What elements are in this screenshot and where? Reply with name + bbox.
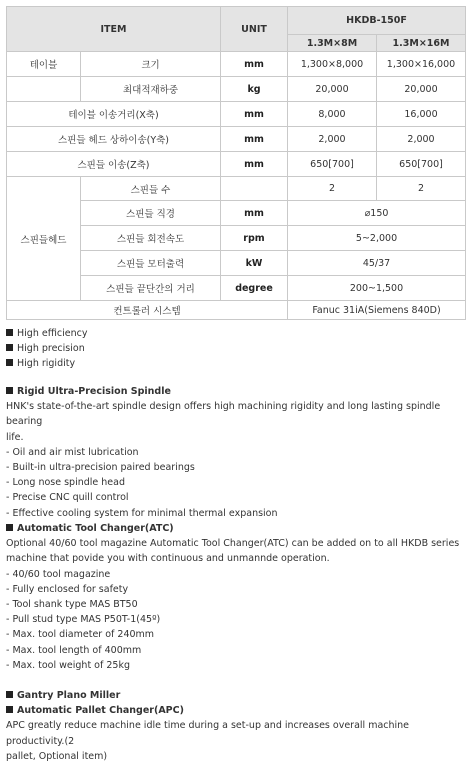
row-value-1: 1,300×8,000	[288, 52, 377, 77]
row-unit: mm	[221, 52, 288, 77]
row-value-2: 20,000	[377, 77, 466, 102]
list-item: - Built-in ultra-precision paired bearings	[6, 462, 195, 474]
row-value: Fanuc 31iA(Siemens 840D)	[288, 301, 466, 320]
square-bullet-icon	[6, 706, 13, 713]
row-value-1: 2,000	[288, 127, 377, 152]
header-item: ITEM	[7, 7, 221, 52]
header-model-1: 1.3M×8M	[288, 35, 377, 52]
list-item: - Long nose spindle head	[6, 477, 125, 489]
feature-item: High precision	[6, 341, 468, 356]
row-item: 컨트롤러 시스템	[7, 301, 288, 320]
row-item: 스핀들 헤드 상하이송(Y축)	[7, 127, 221, 152]
section-heading: Rigid Ultra-Precision Spindle	[6, 384, 468, 399]
list-item: - Fully enclosed for safety	[6, 583, 129, 595]
row-group: 테이블	[7, 52, 81, 77]
square-bullet-icon	[6, 691, 13, 698]
spindle-section	[6, 384, 468, 521]
row-value-1: 20,000	[288, 77, 377, 102]
row-item: 스핀들 수	[81, 177, 221, 201]
list-item: - Pull stud type MAS P50T-1(45º)	[6, 614, 161, 626]
section-description: APC greatly reduce machine idle time during a set-up and increases overall machine productivity.(2	[6, 720, 410, 747]
section-description: HNK's state-of-the-art spindle design offers high machining rigidity and long lasting spindle bearing	[6, 401, 441, 428]
row-value-1: 650[700]	[288, 152, 377, 177]
section-description: Optional 40/60 tool magazine Automatic Tool Changer(ATC) can be added on to all HKDB series	[6, 538, 460, 550]
row-unit: mm	[221, 127, 288, 152]
row-unit: mm	[221, 152, 288, 177]
row-value: ⌀150	[288, 201, 466, 226]
row-unit: kW	[221, 251, 288, 276]
table-row	[7, 177, 466, 201]
apc-section	[6, 688, 468, 764]
header-model: HKDB-150F	[288, 7, 466, 35]
table-row	[7, 77, 466, 102]
section-description: life.	[6, 431, 24, 443]
section-heading: Automatic Tool Changer(ATC)	[6, 521, 468, 536]
row-unit	[221, 177, 288, 201]
row-unit: mm	[221, 201, 288, 226]
row-item: 테이블 이송거리(X축)	[7, 102, 221, 127]
list-item: - Max. tool diameter of 240mm	[6, 629, 155, 641]
list-item: - 40/60 tool magazine	[6, 568, 111, 580]
row-value-2: 650[700]	[377, 152, 466, 177]
square-bullet-icon	[6, 387, 13, 394]
list-item: - Effective cooling system for minimal thermal expansion	[6, 507, 278, 519]
row-unit: kg	[221, 77, 288, 102]
row-unit: rpm	[221, 226, 288, 251]
row-item: 크기	[81, 52, 221, 77]
spec-table	[6, 6, 466, 320]
table-row	[7, 127, 466, 152]
table-row	[7, 152, 466, 177]
row-group	[7, 77, 81, 102]
list-item: - Precise CNC quill control	[6, 492, 129, 504]
row-value-2: 1,300×16,000	[377, 52, 466, 77]
square-bullet-icon	[6, 329, 13, 336]
square-bullet-icon	[6, 359, 13, 366]
row-unit: degree	[221, 276, 288, 301]
feature-item: High rigidity	[6, 356, 468, 371]
feature-item: High efficiency	[6, 326, 468, 341]
table-row	[7, 52, 466, 77]
row-value-1: 8,000	[288, 102, 377, 127]
row-item: 스핀들 모터출력	[81, 251, 221, 276]
list-item: - Oil and air mist lubrication	[6, 446, 139, 458]
row-group: 스핀들헤드	[7, 177, 81, 301]
row-item: 스핀들 직경	[81, 201, 221, 226]
row-unit: mm	[221, 102, 288, 127]
row-value: 5~2,000	[288, 226, 466, 251]
section-description: pallet, Optional item)	[6, 750, 108, 762]
row-value: 200~1,500	[288, 276, 466, 301]
section-heading: Automatic Pallet Changer(APC)	[6, 703, 468, 718]
table-row	[7, 102, 466, 127]
feature-list	[6, 326, 468, 372]
row-value-2: 2,000	[377, 127, 466, 152]
row-item: 스핀들 이송(Z축)	[7, 152, 221, 177]
list-item: - Tool shank type MAS BT50	[6, 599, 138, 611]
header-unit: UNIT	[221, 7, 288, 52]
section-description: machine that povide you with continuous and unmannde operation.	[6, 553, 330, 565]
row-item: 스핀들 끝단간의 거리	[81, 276, 221, 301]
section-heading: Gantry Plano Miller	[6, 688, 468, 703]
row-value-2: 2	[377, 177, 466, 201]
row-item: 스핀들 회전속도	[81, 226, 221, 251]
list-item: - Max. tool length of 400mm	[6, 644, 142, 656]
square-bullet-icon	[6, 344, 13, 351]
square-bullet-icon	[6, 524, 13, 531]
header-model-2: 1.3M×16M	[377, 35, 466, 52]
atc-section	[6, 521, 468, 673]
row-item: 최대적재하중	[81, 77, 221, 102]
table-row	[7, 301, 466, 320]
row-value-2: 16,000	[377, 102, 466, 127]
row-value-1: 2	[288, 177, 377, 201]
row-value: 45/37	[288, 251, 466, 276]
list-item: - Max. tool weight of 25kg	[6, 659, 130, 671]
